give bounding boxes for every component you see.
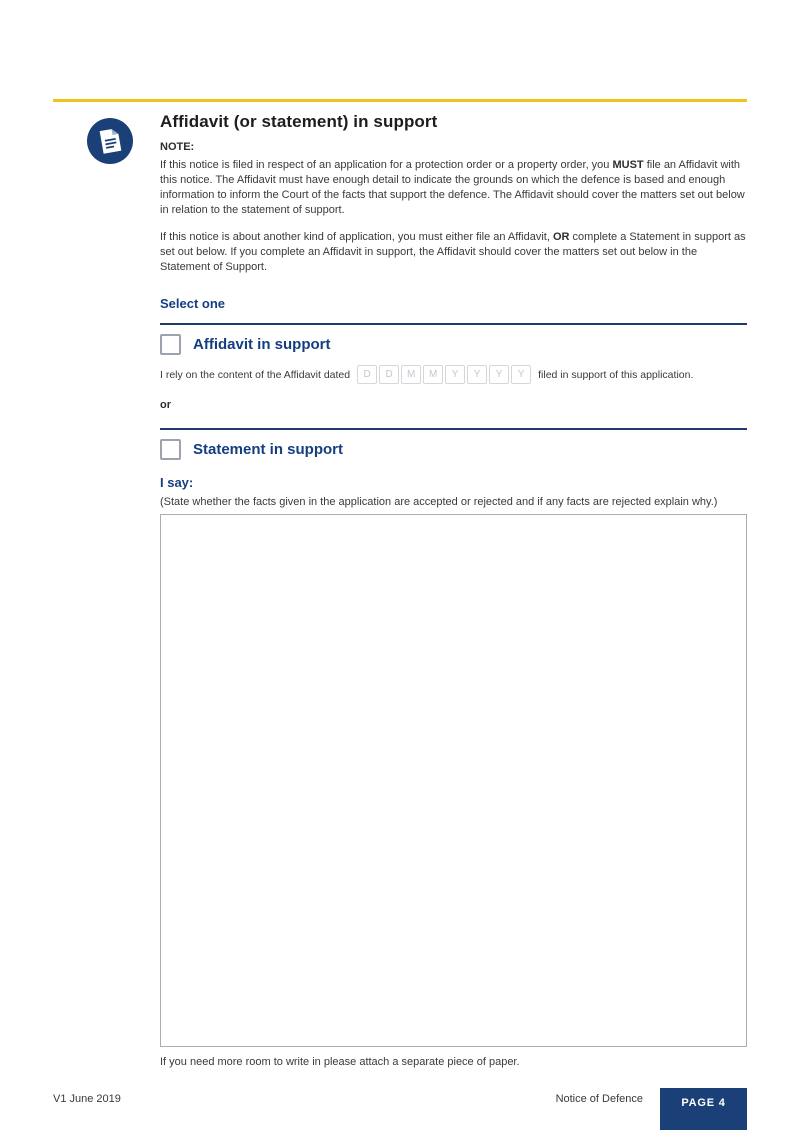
statement-text-area[interactable] — [160, 514, 747, 1047]
affidavit-section-heading: Affidavit in support — [193, 336, 331, 353]
content-area — [53, 110, 747, 1068]
date-box-year-1[interactable]: Y — [445, 365, 465, 384]
date-box-year-3[interactable]: Y — [489, 365, 509, 384]
note-paragraph-1 — [160, 158, 747, 218]
statement-checkbox[interactable] — [160, 439, 181, 460]
affidavit-line-post: filed in support of this application. — [538, 368, 694, 381]
statement-instruction: (State whether the facts given in the application are accepted or rejected and if any facts are rejected explain why.) — [160, 496, 718, 508]
document-title-label: Notice of Defence — [555, 1093, 643, 1105]
date-box-year-4[interactable]: Y — [511, 365, 531, 384]
page-number-label: PAGE 4 — [681, 1097, 726, 1109]
top-accent-rule — [53, 99, 747, 102]
or-label: or — [160, 399, 171, 411]
date-box-day-2[interactable]: D — [379, 365, 399, 384]
note-para1-text-cont: file an Affidavit with this notice. The Affidavit must have enough detail to indicate the grounds on which the defence is based and enough information to inform the Court of the facts that support the defence. The Affidavit should cover the matters set out below in relation to the statement of support. — [160, 159, 745, 216]
icon-column — [53, 110, 160, 1068]
note-para1-text: If this notice is filed in respect of an application for a protection order or a property order, you — [160, 159, 613, 171]
note-para2-text-cont: complete a Statement in support as set out below. If you complete an Affidavit in support, the Affidavit should cover the matters set out below in the Statement of Support. — [160, 231, 746, 273]
note-para2-text: If this notice is about another kind of application, you must either file an Affidavit, — [160, 231, 553, 243]
section-divider-2 — [160, 428, 747, 430]
date-box-day-1[interactable]: D — [357, 365, 377, 384]
affidavit-line-pre: I rely on the content of the Affidavit dated — [160, 368, 351, 381]
select-one-label: Select one — [160, 296, 226, 311]
statement-section-heading: Statement in support — [193, 441, 344, 458]
note-paragraph-2 — [160, 230, 747, 275]
date-box-month-1[interactable]: M — [401, 365, 421, 384]
date-input-group — [357, 365, 531, 384]
i-say-label: I say: — [160, 475, 194, 490]
page-number-badge — [660, 1088, 747, 1130]
note-para2-bold: OR — [552, 231, 570, 243]
document-icon — [87, 118, 133, 164]
date-box-year-2[interactable]: Y — [467, 365, 487, 384]
date-box-month-2[interactable]: M — [423, 365, 443, 384]
page-title: Affidavit (or statement) in support — [160, 112, 438, 131]
affidavit-checkbox[interactable] — [160, 334, 181, 355]
affidavit-option-row — [160, 334, 747, 355]
version-label: V1 June 2019 — [53, 1093, 121, 1105]
note-label: NOTE: — [160, 141, 195, 153]
statement-option-row — [160, 439, 747, 460]
affidavit-date-line — [160, 365, 747, 384]
section-divider-1 — [160, 323, 747, 325]
note-para1-bold: MUST — [612, 159, 644, 171]
more-room-note: If you need more room to write in please attach a separate piece of paper. — [160, 1056, 520, 1068]
main-column — [160, 110, 747, 1068]
